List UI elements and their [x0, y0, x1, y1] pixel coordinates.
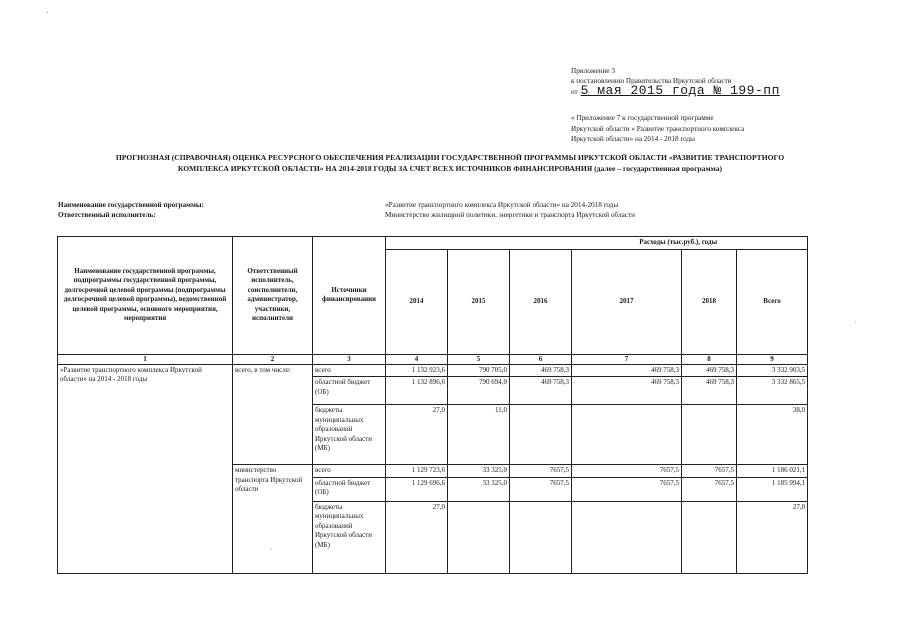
header-program-name: Наименование государственной программы, подпрограммы государственной программы, долгосрочной целевой программы (подпрограммы долгосрочной целевой программы), ведомственной целевой программы, основного мероприятия, мероприятия — [58, 237, 233, 355]
column-number: 5 — [448, 354, 510, 364]
program-name-cell: «Развитие транспортного комплекса Иркутской области» на 2014 - 2018 годы — [58, 364, 233, 573]
value-cell: 469 758,3 — [682, 364, 737, 377]
value-cell: 1 132 923,6 — [386, 364, 448, 377]
header-year: 2017 — [572, 249, 682, 354]
value-cell: 1 129 723,6 — [386, 465, 448, 478]
program-name-label: Наименование государственной программы: — [58, 201, 204, 209]
value-cell: 469 758,3 — [572, 377, 682, 405]
table-header-row — [58, 237, 808, 250]
value-cell: 469 758,3 — [682, 377, 737, 405]
title-line1: ПРОГНОЗНАЯ (СПРАВОЧНАЯ) ОЦЕНКА РЕСУРСНОГО ОБЕСПЕЧЕНИЯ РЕАЛИЗАЦИИ ГОСУДАРСТВЕННОЙ ПРОГРАММЫ ИРКУТСКОЙ ОБЛАСТИ «РАЗВИТИЕ ТРАНСПОРТНОГО — [115, 153, 785, 162]
value-cell: 7657,5 — [510, 477, 572, 501]
source-cell: бюджеты муниципальных образований Иркутской области (МБ) — [313, 501, 386, 573]
column-number: 1 — [58, 354, 233, 364]
scan-speck: · — [270, 545, 273, 554]
header-executor: Ответственный исполнитель, соисполнители, администратор, участники, исполнители — [233, 237, 313, 355]
document-title — [40, 152, 860, 174]
appendix-program-line3: Иркутской области» на 2014 - 2018 годы — [571, 135, 695, 143]
value-cell: 1 185 994,1 — [737, 477, 808, 501]
executor-label: Ответственный исполнитель: — [58, 211, 156, 219]
value-cell — [448, 501, 510, 573]
column-numbers-row — [58, 354, 808, 364]
value-cell — [510, 501, 572, 573]
column-number: 3 — [313, 354, 386, 364]
value-cell: 790 694,0 — [448, 377, 510, 405]
value-cell: 27,0 — [386, 405, 448, 465]
appendix-program-line1: « Приложение 7 к государственной программе — [571, 114, 714, 122]
header-expenses: Расходы (тыс.руб.), годы — [386, 237, 808, 250]
executor-cell: всего, в том числе: — [233, 364, 313, 465]
value-cell: 7657,5 — [682, 477, 737, 501]
column-number: 6 — [510, 354, 572, 364]
header-source: Источники финансирования — [313, 237, 386, 355]
value-cell: 27,0 — [386, 501, 448, 573]
source-cell: бюджеты муниципальных образований Иркутской области (МБ) — [313, 405, 386, 465]
value-cell: 33 325,0 — [448, 477, 510, 501]
value-cell: 1 129 696,6 — [386, 477, 448, 501]
title-line2 — [40, 163, 860, 174]
value-cell: 7657,5 — [510, 465, 572, 478]
source-cell: областной бюджет (ОБ) — [313, 477, 386, 501]
value-cell — [682, 501, 737, 573]
value-cell: 790 705,0 — [448, 364, 510, 377]
resolution-date: 5 мая 2015 года № 199-пп — [580, 83, 780, 98]
value-cell: 7657,5 — [572, 465, 682, 478]
header-total: Всего — [737, 249, 808, 354]
value-cell: 469 758,3 — [572, 364, 682, 377]
value-cell: 469 758,3 — [510, 364, 572, 377]
header-year: 2018 — [682, 249, 737, 354]
scan-mark: ˎ — [46, 4, 49, 13]
value-cell: 3 332 865,5 — [737, 377, 808, 405]
appendix-program-line2: Иркутской области « Развитие транспортного комплекса — [571, 124, 745, 133]
source-cell: всего — [313, 364, 386, 377]
source-cell: областной бюджет (ОБ) — [313, 377, 386, 405]
column-number: 9 — [737, 354, 808, 364]
title-line2-suffix: (далее – государственная программа) — [594, 164, 723, 173]
value-cell — [682, 405, 737, 465]
title-line2-main: КОМПЛЕКСА ИРКУТСКОЙ ОБЛАСТИ» НА 2014-2018 ГОДЫ ЗА СЧЕТ ВСЕХ ИСТОЧНИКОВ ФИНАНСИРОВАНИЯ — [177, 164, 593, 173]
program-name-value: «Развитие транспортного комплекса Иркутской области» на 2014-2018 годы — [385, 201, 619, 209]
appendix-resolution-ref: к постановлению Правительства Иркутской области — [571, 77, 732, 85]
value-cell: 11,0 — [448, 405, 510, 465]
executor-cell: министерство транспорта Иркутской области — [233, 465, 313, 574]
value-cell — [572, 405, 682, 465]
column-number: 2 — [233, 354, 313, 364]
column-number: 7 — [572, 354, 682, 364]
appendix-number: Приложение 3 — [571, 67, 615, 75]
value-cell: 38,0 — [737, 405, 808, 465]
value-cell: 27,0 — [737, 501, 808, 573]
value-cell: 7657,5 — [572, 477, 682, 501]
header-year: 2014 — [386, 249, 448, 354]
value-cell: 1 186 021,1 — [737, 465, 808, 478]
value-cell: 7657,5 — [682, 465, 737, 478]
value-cell: 3 332 903,5 — [737, 364, 808, 377]
column-number: 8 — [682, 354, 737, 364]
value-cell: 33 325,0 — [448, 465, 510, 478]
value-cell — [510, 405, 572, 465]
value-cell — [572, 501, 682, 573]
appendix-program-ref — [571, 113, 801, 145]
value-cell: 469 758,3 — [510, 377, 572, 405]
header-year: 2015 — [448, 249, 510, 354]
column-number: 4 — [386, 354, 448, 364]
header-year: 2016 — [510, 249, 572, 354]
source-cell: всего — [313, 465, 386, 478]
date-prefix: от — [571, 88, 578, 96]
executor-value: Министерство жилищной политики, энергетики и транспорта Иркутской области — [385, 211, 635, 219]
resolution-date-line — [571, 83, 780, 98]
scan-speck: · — [854, 318, 857, 327]
value-cell: 1 132 896,6 — [386, 377, 448, 405]
appendix-header — [571, 66, 780, 97]
financing-table — [57, 236, 808, 574]
table-row — [58, 364, 808, 377]
